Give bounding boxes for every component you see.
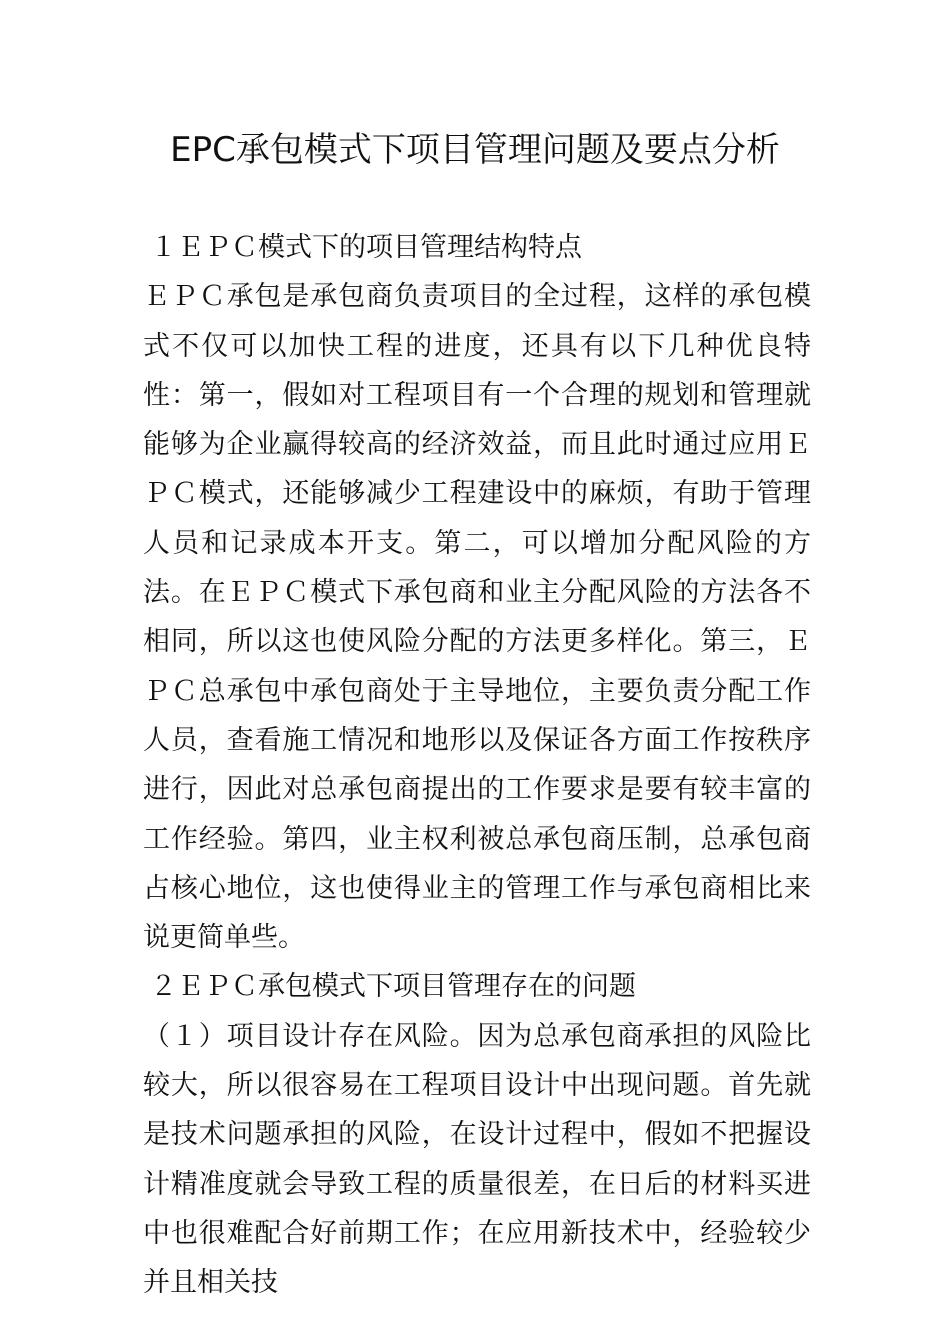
section-1-paragraph: ＥＰＣ承包是承包商负责项目的全过程，这样的承包模式不仅可以加快工程的进度，还具有以下几种优良特性：第一，假如对工程项目有一个合理的规划和管理就能够为企业赢得较高的经济效益，而且此时通过应用ＥＰＣ模式，还能够减少工程建设中的麻烦，有助于管理人员和记录成本开支。第二，可以增加分配风险的方法。在ＥＰＣ模式下承包商和业主分配风险的方法各不相同，所以这也使风险分配的方法更多样化。第三，ＥＰＣ总承包中承包商处于主导地位，主要负责分配工作人员，查看施工情况和地形以及保证各方面工作按秩序进行，因此对总承包商提出的工作要求是要有较丰富的工作经验。第四，业主权利被总承包商压制，总承包商占核心地位，这也使得业主的管理工作与承包商相比来说更简单些。 — [143, 281, 811, 954]
document-title: EPC承包模式下项目管理问题及要点分析 — [170, 130, 780, 170]
document-body — [143, 223, 811, 1308]
section-2-paragraph: （１）项目设计存在风险。因为总承包商承担的风险比较大，所以很容易在工程项目设计中出现问题。首先就是技术问题承担的风险，在设计过程中，假如不把握设计精准度就会导致工程的质量很差，在日后的材料买进中也很难配合好前期工作；在应用新技术中，经验较少并且相关技 — [143, 1020, 811, 1299]
section-2-heading: ２ＥＰＣ承包模式下项目管理存在的问题 — [150, 971, 636, 1003]
section-1-heading: １ＥＰＣ模式下的项目管理结构特点 — [150, 232, 582, 263]
